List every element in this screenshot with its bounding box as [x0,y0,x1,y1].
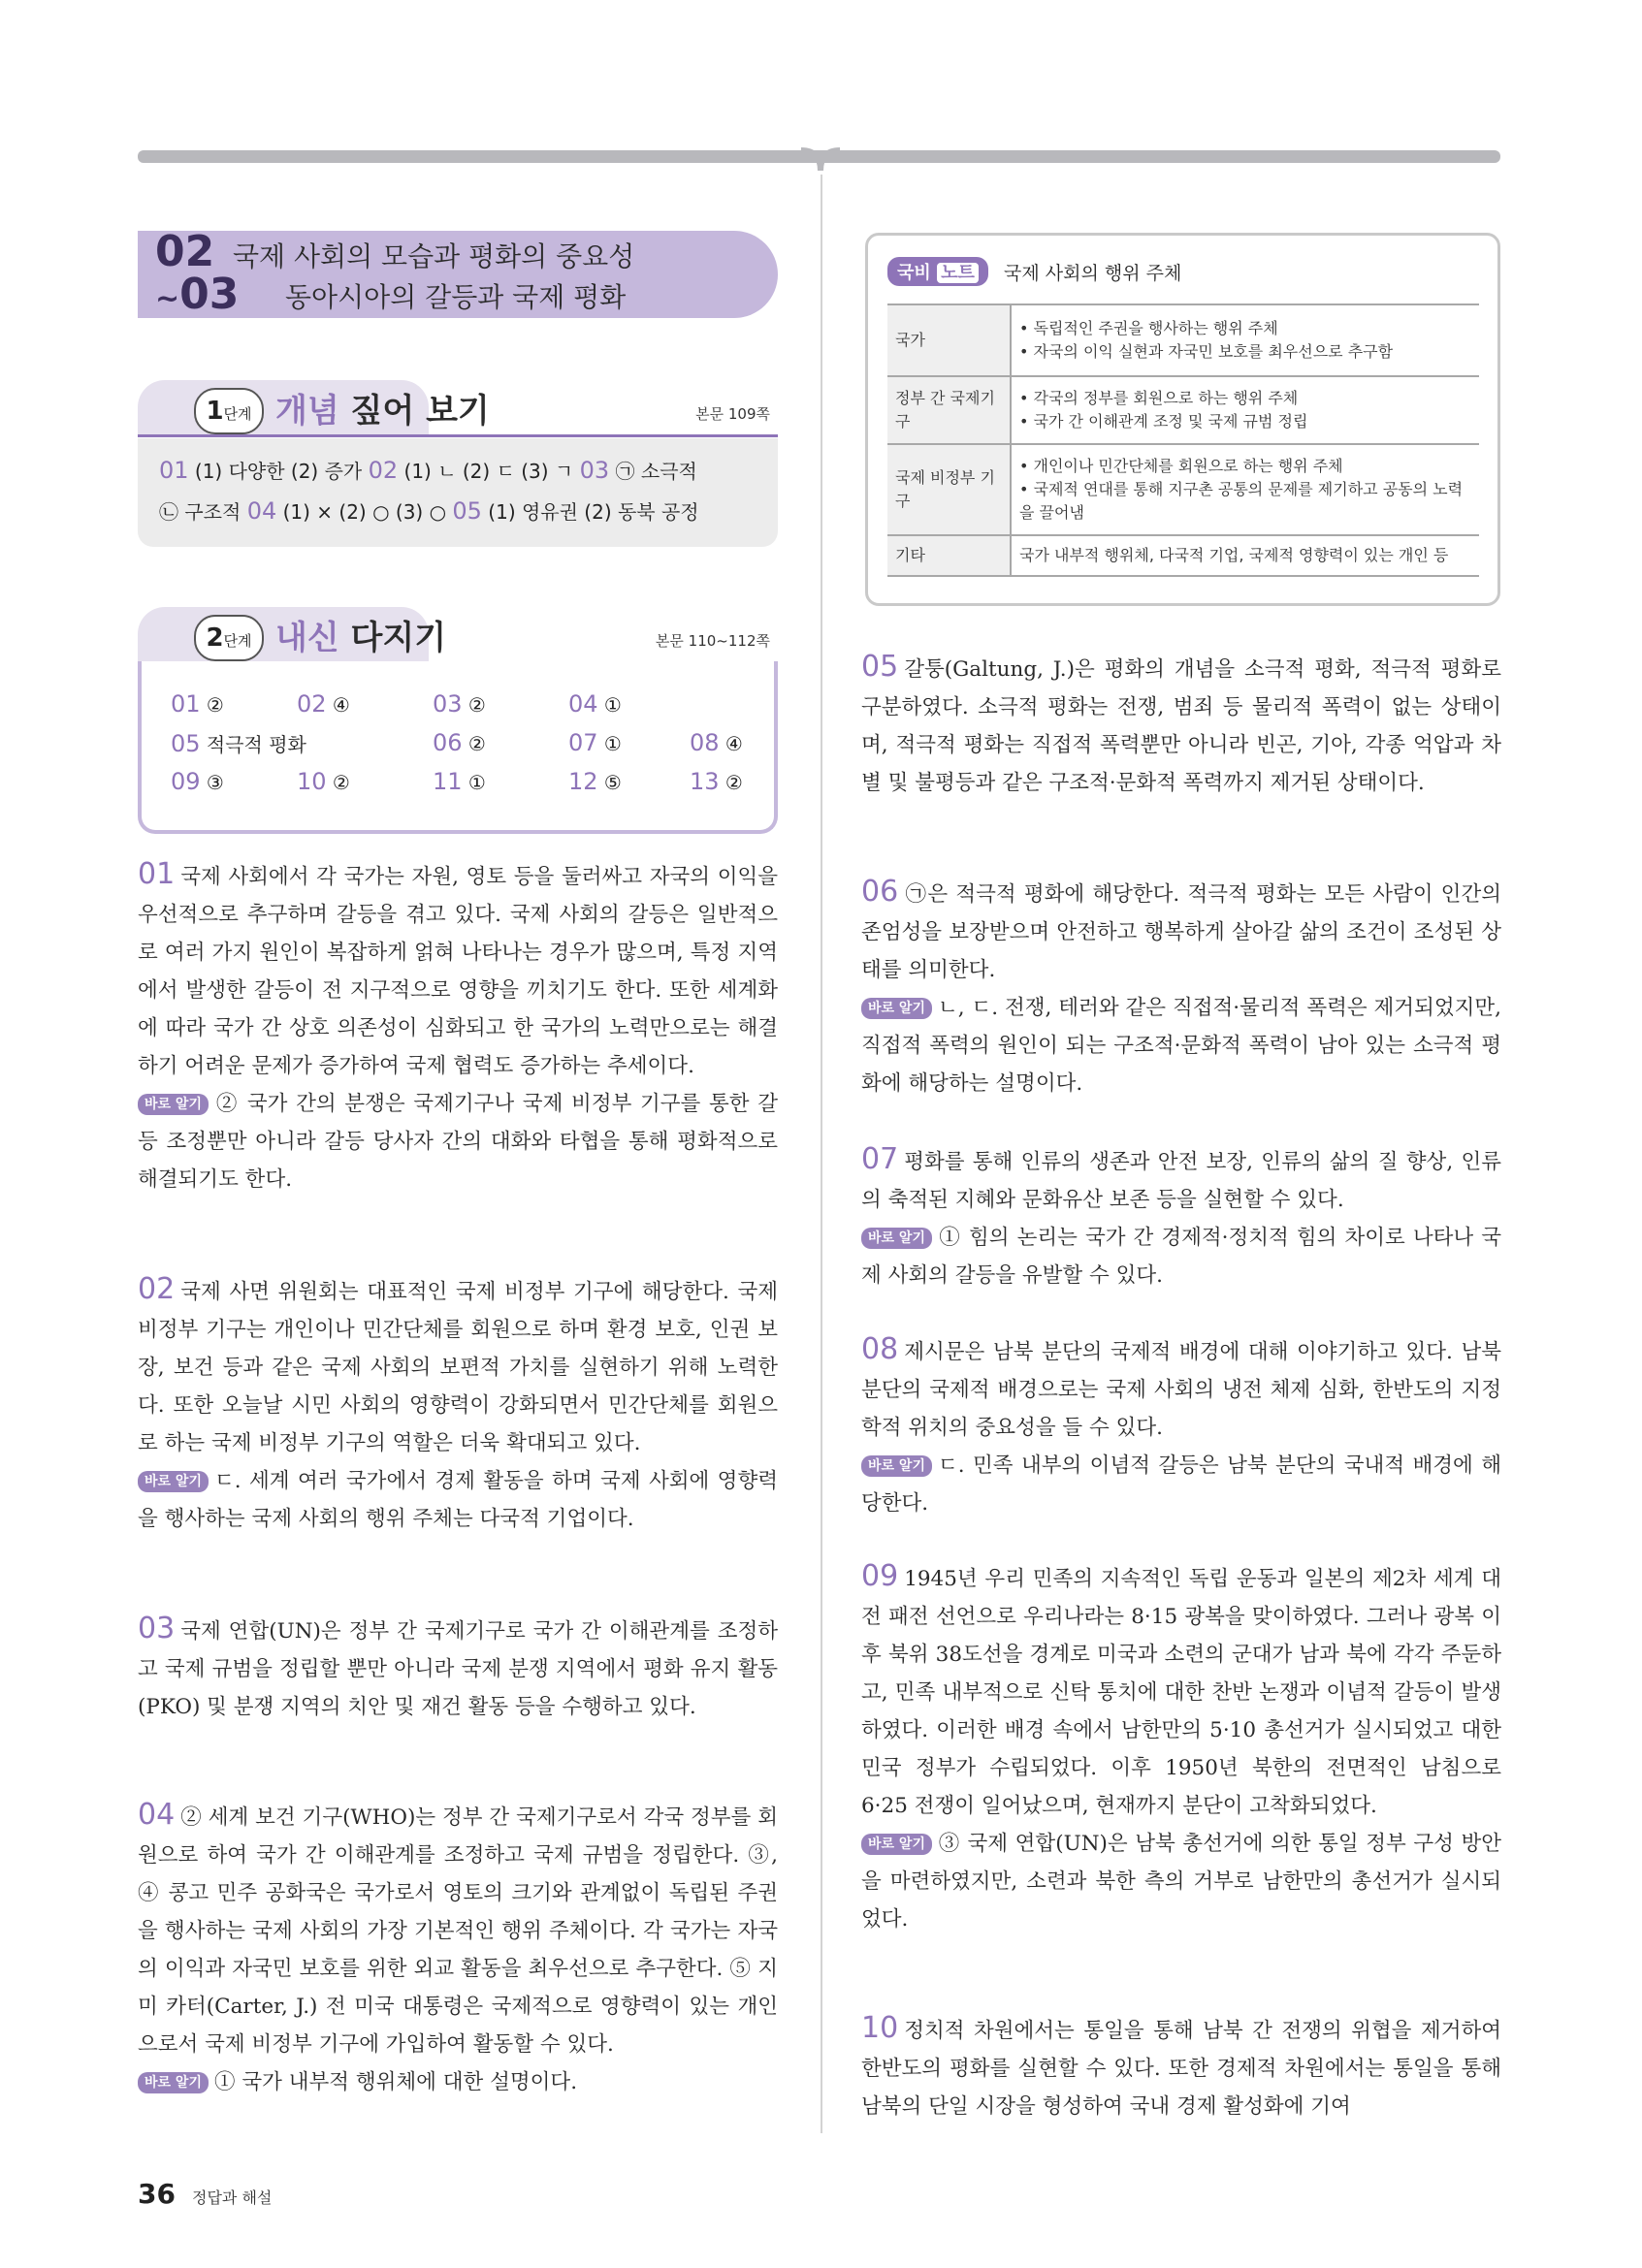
baro-text: ② 국가 간의 분쟁은 국제기구나 국제 비정부 기구를 통한 갈등 조정뿐만 아니라 갈등 당사자 간의 대화와 타협을 통해 평화적으로 해결되기도 한다. [138,1092,778,1192]
explanation-text: 1945년 우리 민족의 지속적인 독립 운동과 일본의 제2차 세계 대전 패전 선언으로 우리나라는 8·15 광복을 맞이하였다. 그러나 광복 이후 북위 38도선을 경계로 미국과 소련의 군대가 남과 북에 각각 주둔하고, 민족 내부적으로 신탁 통치에 대한 찬반 논쟁과 이념적 갈등이 발생하였다. 이러한 배경 속에서 남한만의 5·10 총선거가 실시되었고 대한민국 정부가 수립되었다. 이후 1950년 북한의 전면적인 남침으로 6·25 전쟁이 일어났으며, 현재까지 분단이 고착화되었다. [861,1567,1501,1818]
note-table [887,303,1479,577]
explanation-num: 02 [138,1272,176,1306]
explanation-text: 국제 연합(UN)은 정부 간 국제기구로 국가 간 이해관계를 조정하고 국제 규범을 정립할 뿐만 아니라 국제 분쟁 지역에서 평화 유지 활동(PKO) 및 분쟁 지역의 치안 및 재건 활동 등을 수행하고 있다. [138,1619,778,1719]
unit-title-2: 동아시아의 갈등과 국제 평화 [285,281,627,313]
unit-title-1: 국제 사회의 모습과 평화의 중요성 [233,240,635,272]
step2-title-rest: 다지기 [338,619,447,657]
table-value: • 개인이나 민간단체를 회원으로 하는 행위 주체 • 국제적 연대를 통해 지구촌 공통의 문제를 제기하고 공동의 노력을 끌어냄 [1011,444,1479,535]
explanation-07 [861,1140,1501,1294]
baro-text: ㄷ. 민족 내부의 이념적 갈등은 남북 분단의 국내적 배경에 해당한다. [861,1453,1501,1516]
baro-badge: 바로 알기 [861,1455,932,1477]
step1-title [275,384,490,431]
baro-text: ㄷ. 세계 여러 국가에서 경제 활동을 하며 국제 사회에 영향력을 행사하는 국제 사회의 행위 주체는 다국적 기업이다. [138,1469,778,1531]
explanation-num: 05 [861,650,899,684]
answer-num: 05 [452,497,482,525]
step2-badge-num: 2 [206,623,224,653]
answer-text: (1) 다양한 (2) 증가 [188,460,369,483]
footer-label: 정답과 해설 [192,2188,273,2207]
explanation-text: 정치적 차원에서는 통일을 통해 남북 간 전쟁의 위협을 제거하여 한반도의 평화를 실현할 수 있다. 또한 경제적 차원에서는 통일을 통해 남북의 단일 시장을 형성하여 국내 경제 활성화에 기여 [861,2019,1501,2119]
step2-answers [138,661,778,834]
explanation-03 [138,1610,778,1726]
note-title: 국제 사회의 행위 주체 [1004,263,1182,284]
explanation-text: ② 세계 보건 기구(WHO)는 정부 간 국제기구로서 각국 정부를 회원으로 하여 국가 간 이해관계를 조정하고 국제 규범을 정립한다. ③, ④ 콩고 민주 공화국은 국가로서 영토의 크기와 관계없이 독립된 주권을 행사하는 국제 사회의 가장 기본적인 행위 주체이다. 각 국가는 자국의 이익과 자국민 보호를 위한 외교 활동을 최우선으로 추구한다. ⑤ 지미 카터(Carter, J.) 전 미국 대통령은 국제적으로 영향력이 있는 개인으로서 국제 비정부 기구에 가입하여 활동할 수 있다. [138,1805,778,2057]
unit-tilde: ~ [155,282,180,316]
table-row [887,444,1479,535]
explanation-09 [861,1557,1501,1938]
baro-badge: 바로 알기 [138,1471,209,1492]
explanation-text: 제시문은 남북 분단의 국제적 배경에 대해 이야기하고 있다. 남북 분단의 국제적 배경으로는 국제 사회의 냉전 체제 심화, 한반도의 지정학적 위치의 중요성을 들 수 있다. [861,1340,1501,1440]
table-row [887,304,1479,376]
table-value: 국가 내부적 행위체, 다국적 기업, 국제적 영향력이 있는 개인 등 [1011,535,1479,576]
explanation-num: 07 [861,1142,899,1176]
answer-cell: 10 ② [297,768,350,795]
unit-num-1: 02 [155,227,215,276]
explanation-num: 01 [138,857,176,891]
answer-num: 03 [579,457,610,484]
table-value: • 각국의 정부를 회원으로 하는 행위 주체 • 국가 간 이해관계 조정 및 국제 규범 정립 [1011,376,1479,444]
answer-cell: 08 ④ [690,729,743,756]
explanation-05 [861,648,1501,802]
note-badge-1: 국비 [897,263,931,283]
step1-title-highlight: 개념 [275,392,339,431]
step1-line-1 [159,456,697,484]
table-key: 정부 간 국제기구 [887,376,1011,444]
explanation-08 [861,1330,1501,1522]
note-badge-2: 노트 [937,263,979,283]
answer-cell: 07 ① [568,729,622,756]
step1-header [138,380,778,438]
table-row [887,535,1479,576]
answer-cell: 09 ③ [171,768,224,795]
explanation-num: 08 [861,1332,899,1366]
answer-cell: 01 ② [171,690,224,718]
answer-num: 01 [159,457,189,484]
step2-title [275,611,446,658]
baro-badge: 바로 알기 [138,2072,209,2093]
answer-cell: 05 적극적 평화 [171,730,306,757]
answer-cell: 03 ② [433,690,486,718]
step2-title-highlight: 내신 [275,619,339,657]
step1-badge-num: 1 [206,397,224,426]
note-box [865,233,1500,606]
answer-cell: 02 ④ [297,690,350,718]
page-fold-notch [801,145,840,173]
unit-titles [233,237,634,318]
explanation-num: 10 [861,2011,899,2045]
answer-cell: 12 ⑤ [568,768,622,795]
unit-numbers [155,227,240,321]
page-number: 36 [138,2178,176,2210]
explanation-text: 국제 사면 위원회는 대표적인 국제 비정부 기구에 해당한다. 국제 비정부 기구는 개인이나 민간단체를 회원으로 하며 환경 보호, 인권 보장, 보건 등과 같은 국제 사회의 보편적 가치를 실현하기 위해 노력한다. 또한 오늘날 시민 사회의 영향력이 강화되면서 민간단체를 회원으로 하는 국제 비정부 기구의 역할은 더욱 확대되고 있다. [138,1280,778,1455]
unit-num-2 [155,270,240,321]
table-key: 기타 [887,535,1011,576]
explanation-text: 갈퉁(Galtung, J.)은 평화의 개념을 소극적 평화, 적극적 평화로 구분하였다. 소극적 평화는 전쟁, 범죄 등 물리적 폭력이 없는 상태이며, 적극적 평화는 직접적 폭력뿐만 아니라 빈곤, 기아, 각종 억압과 차별 및 불평등과 같은 구조적·문화적 폭력까지 제거된 상태이다. [861,657,1501,795]
answer-text: (1) × (2) ○ (3) ○ [276,500,453,524]
step2-badge-text: 단계 [223,632,252,650]
explanation-06 [861,873,1501,1102]
step1-answers [138,438,778,547]
explanation-text: ㉠은 적극적 평화에 해당한다. 적극적 평화는 모든 사람이 인간의 존엄성을 보장받으며 안전하고 행복하게 살아갈 삶의 조건이 조성된 상태를 의미한다. [861,882,1501,982]
baro-badge: 바로 알기 [861,1834,932,1855]
explanation-num: 06 [861,875,899,909]
answer-cell: 13 ② [690,768,743,795]
baro-badge: 바로 알기 [861,998,932,1019]
step1-underline [138,434,778,437]
answer-num: 02 [368,457,399,484]
answer-text: ㉡ 구조적 [159,500,247,524]
step1-line-2 [159,496,699,525]
explanation-text: 국제 사회에서 각 국가는 자원, 영토 등을 둘러싸고 자국의 이익을 우선적으로 추구하며 갈등을 겪고 있다. 국제 사회의 갈등은 일반적으로 여러 가지 원인이 복잡하게 얽혀 나타나는 경우가 많으며, 특정 지역에서 발생한 갈등이 전 지구적으로 영향을 끼치기도 한다. 또한 세계화에 따라 국가 간 상호 의존성이 심화되고 한 국가의 노력만으로는 해결하기 어려운 문제가 증가하여 국제 협력도 증가하는 추세이다. [138,865,778,1078]
note-badge [887,257,988,286]
table-key: 국제 비정부 기구 [887,444,1011,535]
explanation-01 [138,855,778,1198]
step1-badge [194,388,264,434]
answer-cell: 04 ① [568,690,622,718]
step1-page-ref: 본문 109쪽 [695,405,770,423]
answer-cell: 11 ① [433,768,486,795]
explanation-04 [138,1796,778,2101]
table-value: • 독립적인 주권을 행사하는 행위 주체 • 자국의 이익 실현과 자국민 보호를 최우선으로 추구함 [1011,304,1479,376]
explanation-text: 평화를 통해 인류의 생존과 안전 보장, 인류의 삶의 질 향상, 인류의 축적된 지혜와 문화유산 보존 등을 실현할 수 있다. [861,1150,1501,1212]
explanation-num: 03 [138,1612,176,1645]
table-row [887,376,1479,444]
baro-badge: 바로 알기 [861,1228,932,1249]
step2-page-ref: 본문 110~112쪽 [655,632,770,650]
baro-text: ㄴ, ㄷ. 전쟁, 테러와 같은 직접적·물리적 폭력은 제거되었지만, 직접적 폭력의 원인이 되는 구조적·문화적 폭력이 남아 있는 소극적 평화에 해당하는 설명이다. [861,996,1501,1096]
answer-text: (1) 영유권 (2) 동북 공정 [481,500,699,524]
step2-badge [194,615,264,661]
baro-text: ① 힘의 논리는 국가 간 경제적·정치적 힘의 차이로 나타나 국제 사회의 갈등을 유발할 수 있다. [861,1226,1501,1288]
baro-text: ③ 국제 연합(UN)은 남북 총선거에 의한 통일 정부 구성 방안을 마련하였지만, 소련과 북한 측의 거부로 남한만의 총선거가 실시되었다. [861,1832,1501,1932]
step1-badge-text: 단계 [223,405,252,423]
answer-cell: 06 ② [433,729,486,756]
explanation-02 [138,1270,778,1538]
column-divider [821,175,822,2133]
step1-title-rest: 짚어 보기 [338,392,490,431]
answer-num: 04 [246,497,277,525]
baro-badge: 바로 알기 [138,1094,209,1115]
unit-num-2-text: 03 [179,270,240,319]
answer-text: ㉠ 소극적 [609,460,697,483]
table-key: 국가 [887,304,1011,376]
answer-text: (1) ㄴ (2) ㄷ (3) ㄱ [398,460,580,483]
explanation-num: 09 [861,1559,899,1593]
baro-text: ① 국가 내부적 행위체에 대한 설명이다. [213,2070,578,2094]
explanation-num: 04 [138,1798,176,1832]
step2-header [138,607,778,665]
explanation-10 [861,2009,1501,2125]
